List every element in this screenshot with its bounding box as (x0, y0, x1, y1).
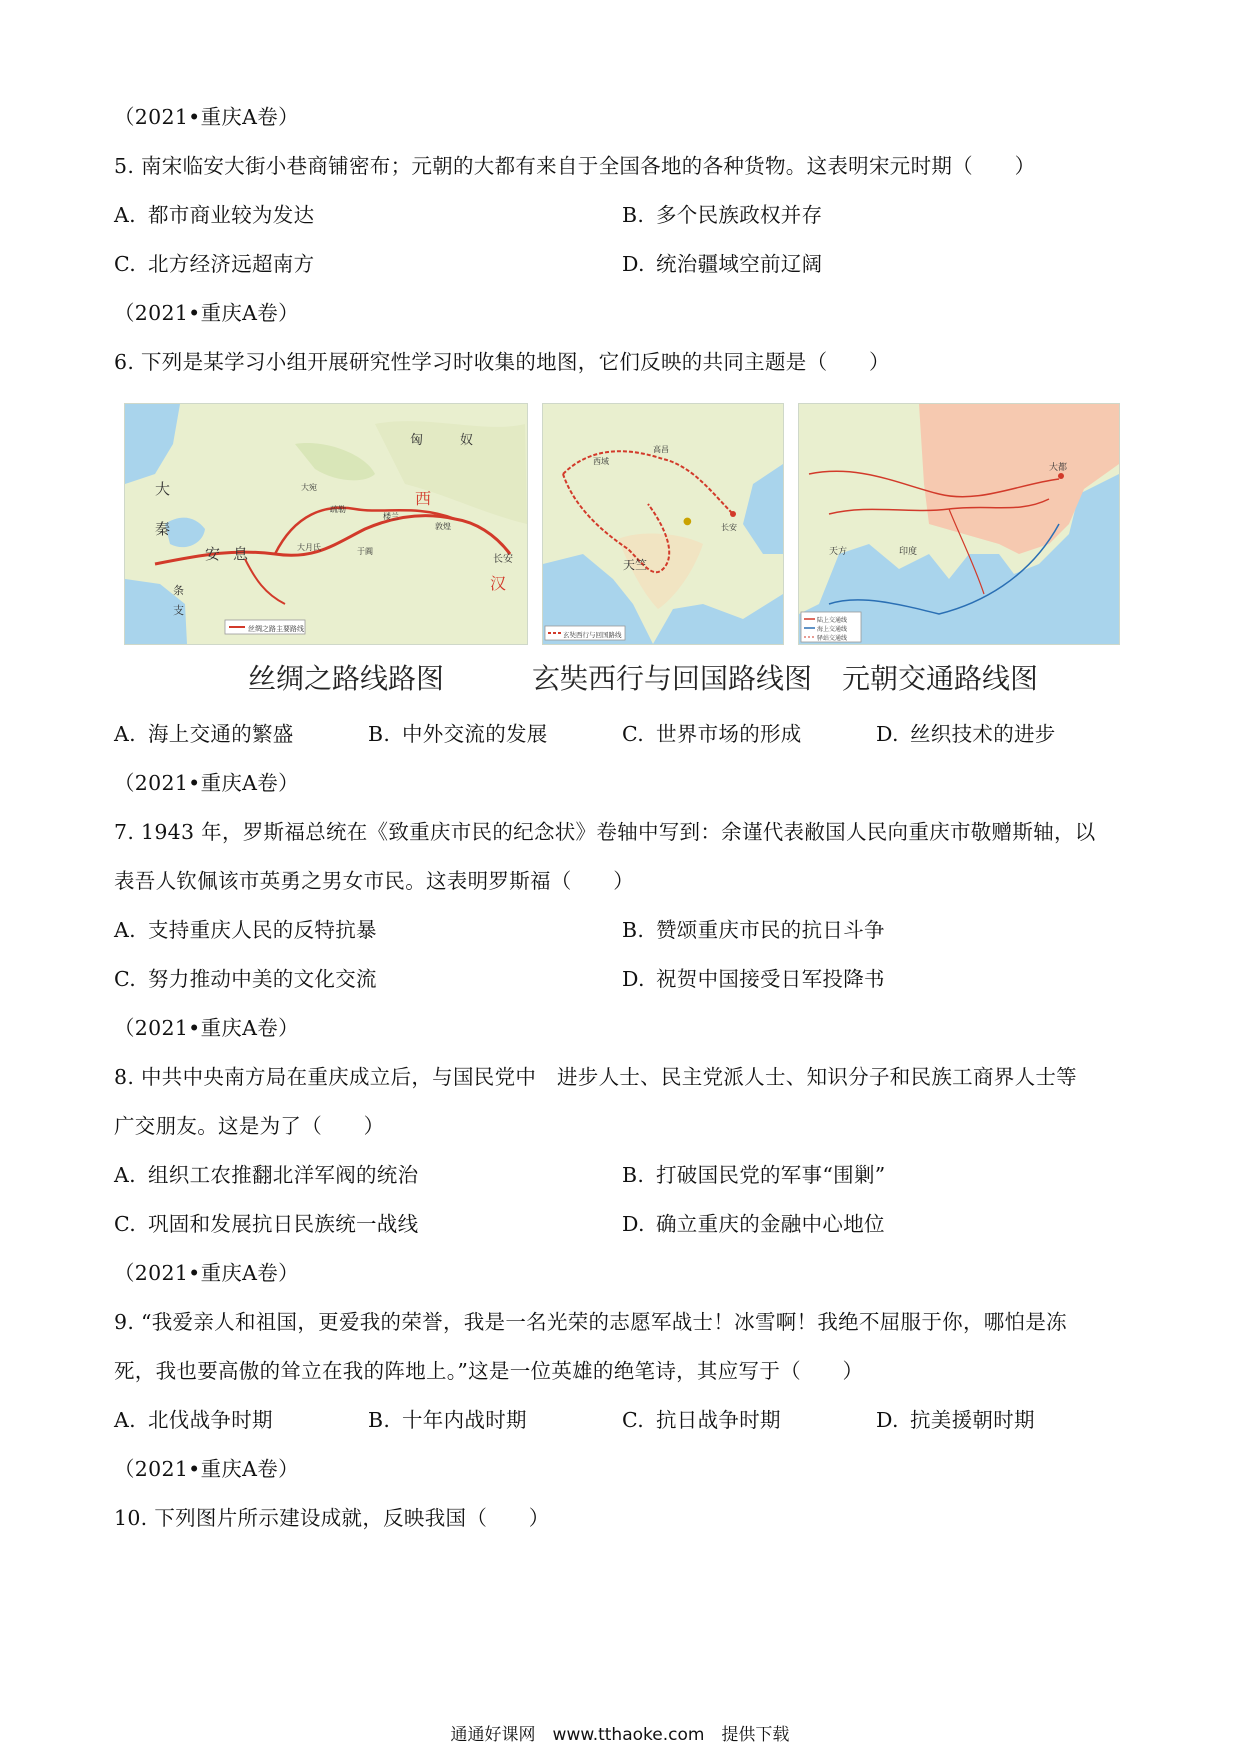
map-label: 疏勒 (330, 505, 346, 514)
q8-option-b[interactable]: B. 打破国民党的军事“围剿” (622, 1163, 886, 1187)
map-label: 印度 (899, 547, 918, 557)
question-9-stem-line2: 死，我也要高傲的耸立在我的阵地上。”这是一位英雄的绝笔诗，其应写于（ ） (114, 1359, 864, 1383)
question-10-stem: 10. 下列图片所示建设成就，反映我国（ ） (114, 1506, 550, 1530)
yuan-legend-sea: 海上交通线 (817, 626, 848, 633)
silk-road-caption: 丝绸之路线路图 (248, 662, 445, 695)
map-label: 大月氏 (297, 543, 321, 552)
question-7-stem-line2: 表吾人钦佩该市英勇之男女市民。这表明罗斯福（ ） (114, 869, 634, 893)
source-tag: （2021•重庆A卷） (114, 1457, 299, 1481)
map-label: 于阗 (357, 547, 373, 556)
question-8-stem-line2: 广交朋友。这是为了（ ） (114, 1114, 385, 1138)
map-marker: ● (683, 516, 692, 527)
q5-option-a[interactable]: A. 都市商业较为发达 (114, 203, 315, 227)
question-8-stem-line1: 8. 中共中央南方局在重庆成立后，与国民党中 进步人士、民主党派人士、知识分子和民族工商界人士等 (114, 1065, 1077, 1089)
footer-download-note: 通通好课网 www.tthaoke.com 提供下载 (450, 1725, 790, 1745)
question-7-stem-line1: 7. 1943 年，罗斯福总统在《致重庆市民的纪念状》卷轴中写到：余谨代表敝国人民向重庆市敬赠斯轴，以 (114, 820, 1096, 844)
map-label: 大都 (1049, 463, 1068, 473)
q8-option-c[interactable]: C. 巩固和发展抗日民族统一战线 (114, 1212, 419, 1236)
q9-option-c[interactable]: C. 抗日战争时期 (622, 1408, 781, 1432)
question-5-stem: 5. 南宋临安大街小巷商铺密布；元朝的大都有来自于全国各地的各种货物。这表明宋元时期（ ） (114, 154, 1036, 178)
map-label: 长安 (721, 523, 737, 532)
xuanzang-caption: 玄奘西行与回国路线图 (532, 662, 813, 695)
map-label: 奴 (460, 433, 474, 448)
map-label: 西 (415, 489, 432, 508)
map-label: 西域 (593, 457, 609, 466)
yuan-transport-map (798, 403, 1120, 645)
xuanzang-legend: 玄奘西行与回国路线 (563, 631, 622, 639)
map-label: 秦 (155, 520, 171, 538)
q6-option-b[interactable]: B. 中外交流的发展 (368, 722, 548, 746)
q5-option-c[interactable]: C. 北方经济远超南方 (114, 252, 315, 276)
source-tag: （2021•重庆A卷） (114, 1261, 299, 1285)
source-tag: （2021•重庆A卷） (114, 301, 299, 325)
map-label: 匈 (410, 433, 424, 448)
xuanzang-route-map (542, 403, 784, 645)
q7-option-a[interactable]: A. 支持重庆人民的反特抗暴 (114, 918, 377, 942)
q8-option-d[interactable]: D. 确立重庆的金融中心地位 (622, 1212, 885, 1236)
map-label: 支 (173, 604, 184, 617)
q6-option-d[interactable]: D. 丝织技术的进步 (876, 722, 1056, 746)
q7-option-d[interactable]: D. 祝贺中国接受日军投降书 (622, 967, 885, 991)
map-label: 楼兰 (383, 512, 399, 521)
question-6-stem: 6. 下列是某学习小组开展研究性学习时收集的地图，它们反映的共同主题是（ ） (114, 350, 890, 374)
source-tag: （2021•重庆A卷） (114, 105, 299, 129)
q7-option-b[interactable]: B. 赞颂重庆市民的抗日斗争 (622, 918, 885, 942)
map-label: 天方 (829, 547, 848, 557)
map-label: 高昌 (653, 445, 669, 454)
q8-option-a[interactable]: A. 组织工农推翻北洋军阀的统治 (114, 1163, 419, 1187)
q6-option-a[interactable]: A. 海上交通的繁盛 (114, 722, 294, 746)
map-label: 汉 (490, 574, 507, 593)
q9-option-b[interactable]: B. 十年内战时期 (368, 1408, 527, 1432)
map-label: 条 (173, 584, 184, 597)
q6-option-c[interactable]: C. 世界市场的形成 (622, 722, 802, 746)
q5-option-d[interactable]: D. 统治疆域空前辽阔 (622, 252, 823, 276)
source-tag: （2021•重庆A卷） (114, 1016, 299, 1040)
q9-option-a[interactable]: A. 北伐战争时期 (114, 1408, 273, 1432)
yuan-caption: 元朝交通路线图 (842, 662, 1039, 695)
yuan-legend-post: 驿站交通线 (817, 635, 848, 642)
q7-option-c[interactable]: C. 努力推动中美的文化交流 (114, 967, 377, 991)
map-label: 敦煌 (435, 522, 451, 531)
question-9-stem-line1: 9. “我爱亲人和祖国，更爱我的荣誉，我是一名光荣的志愿军战士！冰雪啊！我绝不屈服于你，哪怕是冻 (114, 1310, 1067, 1334)
map-label: 息 (233, 545, 249, 563)
map-label: 天竺 (623, 558, 648, 572)
silk-road-legend: 丝绸之路主要路线 (248, 625, 304, 633)
map-label: 大 (155, 480, 171, 498)
source-tag: （2021•重庆A卷） (114, 771, 299, 795)
q9-option-d[interactable]: D. 抗美援朝时期 (876, 1408, 1035, 1432)
q5-option-b[interactable]: B. 多个民族政权并存 (622, 203, 823, 227)
map-label: 安 (205, 545, 221, 563)
q6-maps (124, 403, 1120, 643)
map-label: 大宛 (301, 483, 317, 492)
yuan-legend-land: 陆上交通线 (817, 617, 848, 624)
map-label: 长安 (493, 554, 513, 565)
silk-road-map (124, 403, 528, 645)
